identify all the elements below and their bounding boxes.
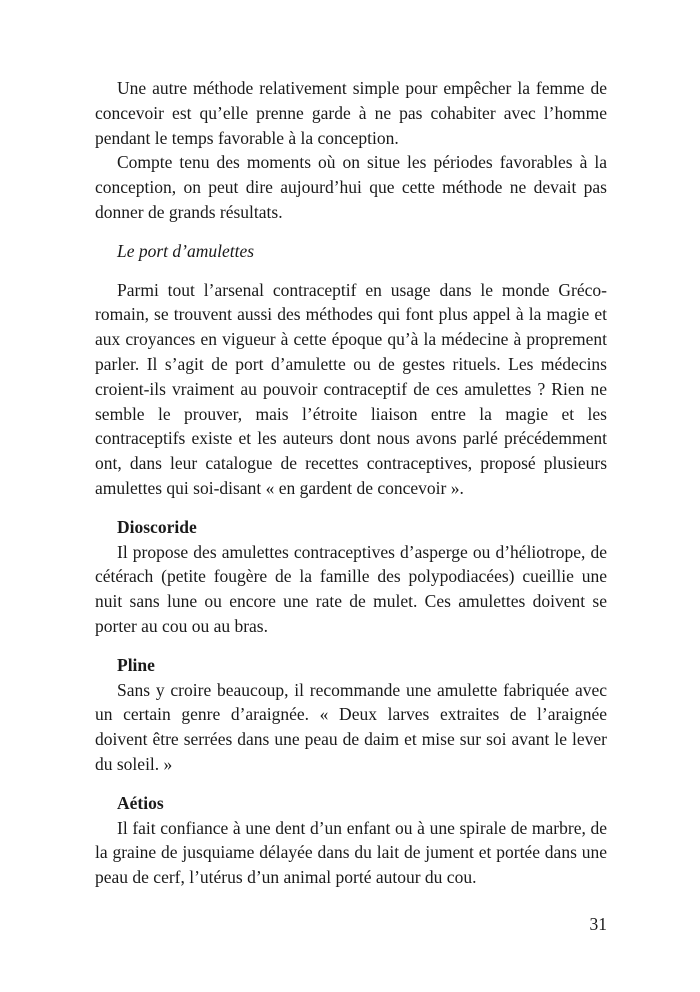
paragraph: Il propose des amulettes contraceptives d’asperge ou d’héliotrope, de cétérach (petite fougère de la famille des polypodiacées) cueillie une nuit sans lune ou encore une rate de mulet. Ces amulettes doivent se porter au cou ou au bras. [95, 541, 607, 636]
paragraph: Sans y croire beaucoup, il recommande une amulette fabriquée avec un certain genre d’araignée. « Deux larves extraites de l’araignée doivent être serrées dans une peau de daim et mise sur soi avant le lever du soleil. » [95, 679, 607, 774]
paragraph: Compte tenu des moments où on situe les périodes favorables à la conception, on peut dire aujourd’hui que cette méthode ne devait pas donner de grands résultats. [95, 152, 607, 222]
page-number: 31 [589, 914, 607, 934]
author-heading: Aétios [117, 792, 164, 813]
author-entry [95, 791, 607, 890]
paragraph: Il fait confiance à une dent d’un enfant ou à une spirale de marbre, de la graine de jusquiame délayée dans du lait de jument et portée dans une peau de cerf, l’utérus d’un animal porté autour du cou. [95, 817, 607, 888]
section-title: Le port d’amulettes [117, 240, 255, 261]
paragraph: Parmi tout l’arsenal contraceptif en usage dans le monde Gréco-romain, se trouvent aussi des méthodes qui font plus appel à la magie et aux croyances en vigueur à cette époque qu’à la médecine à proprement parler. Il s’agit de port d’amulette ou de gestes rituels. Les médecins croient-ils vraiment au pouvoir contraceptif de ces amulettes ? Rien ne semble le prouver, mais l’étroite liaison entre la magie et les contraceptifs existe et les auteurs dont nous avons parlé précédemment ont, dans leur catalogue de recettes contraceptives, proposé plusieurs amulettes qui soi-disant « en gardent de concevoir ». [95, 279, 607, 498]
author-entry [95, 515, 607, 639]
page-body [95, 76, 607, 904]
author-heading: Pline [117, 654, 155, 675]
paragraph: Une autre méthode relativement simple pour empêcher la femme de concevoir est qu’elle prenne garde à ne pas cohabiter avec l’homme pendant le temps favorable à la conception. [95, 78, 607, 148]
author-heading: Dioscoride [117, 516, 197, 537]
section-block [95, 278, 607, 501]
author-entry [95, 653, 607, 777]
intro-block [95, 76, 607, 225]
